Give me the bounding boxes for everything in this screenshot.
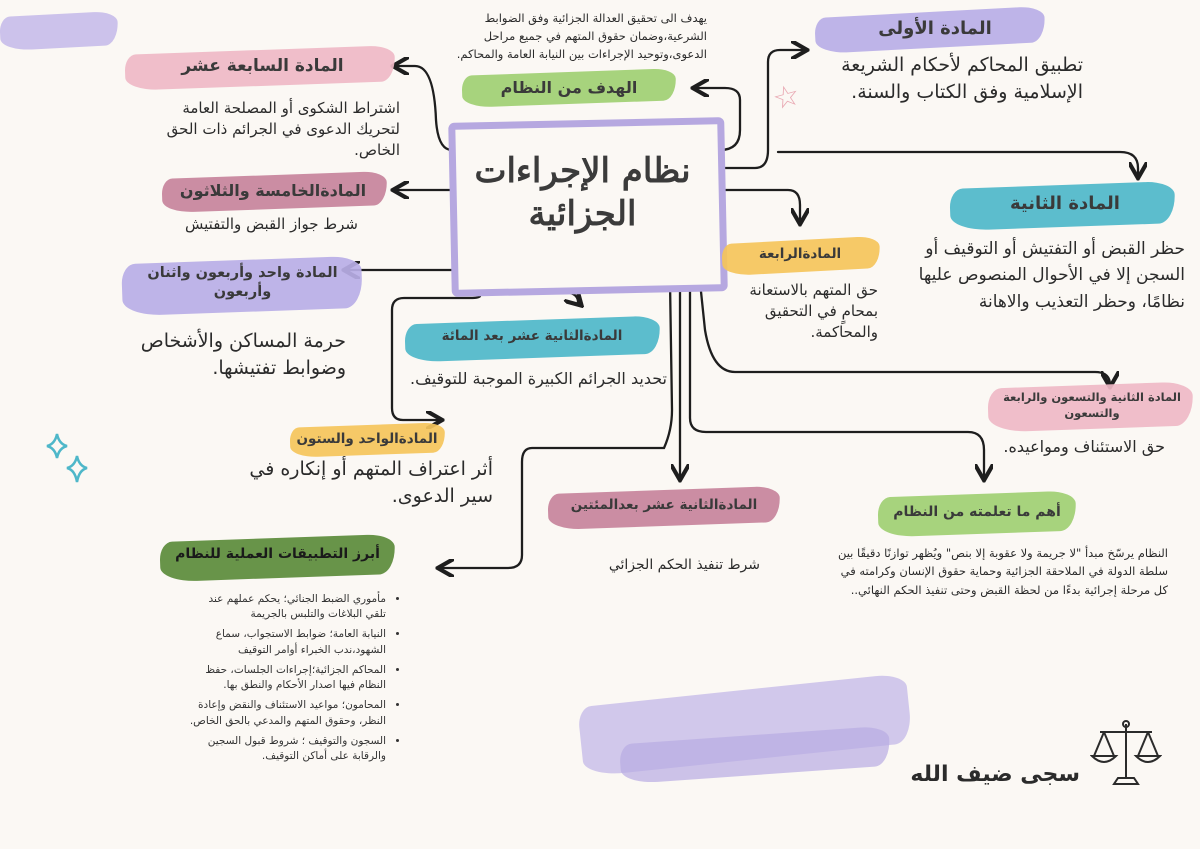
article41-text: حرمة المساكن والأشخاص وضوابط تفتيشها. — [140, 330, 346, 379]
list-item: • مأموري الضبط الجنائي؛ يحكم عملهم عند تلقي البلاغات والتلبس بالجريمة — [186, 592, 386, 622]
lessons-label: أهم ما تعلمته من النظام — [893, 504, 1061, 520]
article35-label: المادةالخامسة والثلاثون — [179, 181, 367, 200]
article4-label: المادةالرابعة — [758, 246, 842, 262]
goal-label: الهدف من النظام — [500, 78, 638, 97]
article35-text: شرط جواز القبض والتفتيش — [185, 215, 358, 233]
article2-label: المادة الثانية — [1010, 193, 1120, 214]
article17-label: المادة السابعة عشر — [181, 56, 344, 76]
article61-label: المادةالواحد والستون — [296, 431, 438, 447]
article112-label: المادةالثانية عشر بعد المائة — [441, 328, 623, 344]
article212-label: المادةالثانية عشر بعدالمئتين — [570, 497, 758, 513]
lessons-text: النظام يرسّخ مبدأ "لا جريمة ولا عقوبة إلا بنص" ويُظهر توازنًا دقيقًا بين سلطة الدولة في الملاحقة الجزائية وحماية حقوق الإنسان وكرامته في كل مرحلة إجرائية بدءًا من لحظة القبض وحتى تنفيذ الحكم النهائي.. — [837, 546, 1168, 597]
article1-text: تطبيق المحاكم لأحكام الشريعة الإسلامية وفق الكتاب والسنة. — [841, 54, 1083, 103]
article4-text: حق المتهم بالاستعانة بمحامٍ في التحقيق والمحاكمة. — [749, 281, 878, 341]
article2-text: حظر القبض أو التفتيش أو التوقيف أو السجن إلا في الأحوال المنصوص عليها نظامًا، وحظر التعذيب والاهانة — [918, 239, 1185, 312]
applications-label: أبرز التطبيقات العملية للنظام — [175, 546, 380, 562]
list-item: • النيابة العامة؛ ضوابط الاستجواب، سماع الشهود،ندب الخبراء أوامر التوقيف — [186, 627, 386, 657]
author-name: سجى ضيف الله — [910, 762, 1080, 787]
article41-label: المادة واحد وأربعون واثنان وأربعون — [147, 265, 338, 300]
article1-label: المادة الأولى — [878, 18, 992, 39]
article61-text: أثر اعتراف المتهم أو إنكاره في سير الدعوى. — [249, 458, 493, 507]
sparkle-icon — [45, 430, 90, 490]
center-node-title: نظام الإجراءات الجزائية — [474, 151, 691, 234]
corner-purple-brush — [0, 11, 119, 51]
star-icon: ☆ — [768, 77, 804, 118]
article17-text: اشتراط الشكوى أو المصلحة العامة لتحريك الدعوى في الجرائم ذات الحق الخاص. — [166, 99, 400, 159]
applications-list — [186, 592, 402, 769]
article94-text: حق الاستئناف ومواعيده. — [1003, 437, 1165, 456]
scales-of-justice-icon — [1090, 718, 1162, 790]
article112-text: تحديد الجرائم الكبيرة الموجبة للتوقيف. — [410, 369, 667, 388]
article212-text: شرط تنفيذ الحكم الجزائي — [608, 557, 760, 573]
goal-text: يهدف الى تحقيق العدالة الجزائية وفق الضوابط الشرعية،وضمان حقوق المتهم في جميع مراحل الدعوى،وتوحيد الإجراءات بين النيابة العامة والمحاكم. — [456, 11, 707, 61]
list-item: • المحامون؛ مواعيد الاستئناف والنقض وإعادة النظر، وحقوق المتهم والمدعي بالحق الخاص. — [186, 698, 386, 728]
list-item: • السجون والتوقيف ؛ شروط قبول السجين والرقابة على أماكن التوقيف. — [186, 734, 386, 764]
article94-label: المادة الثانية والتسعون والرابعة والتسعون — [1003, 390, 1181, 420]
list-item: • المحاكم الجزائية؛إجراءات الجلسات، حفظ النظام فيها اصدار الأحكام والنطق بها. — [186, 663, 386, 693]
